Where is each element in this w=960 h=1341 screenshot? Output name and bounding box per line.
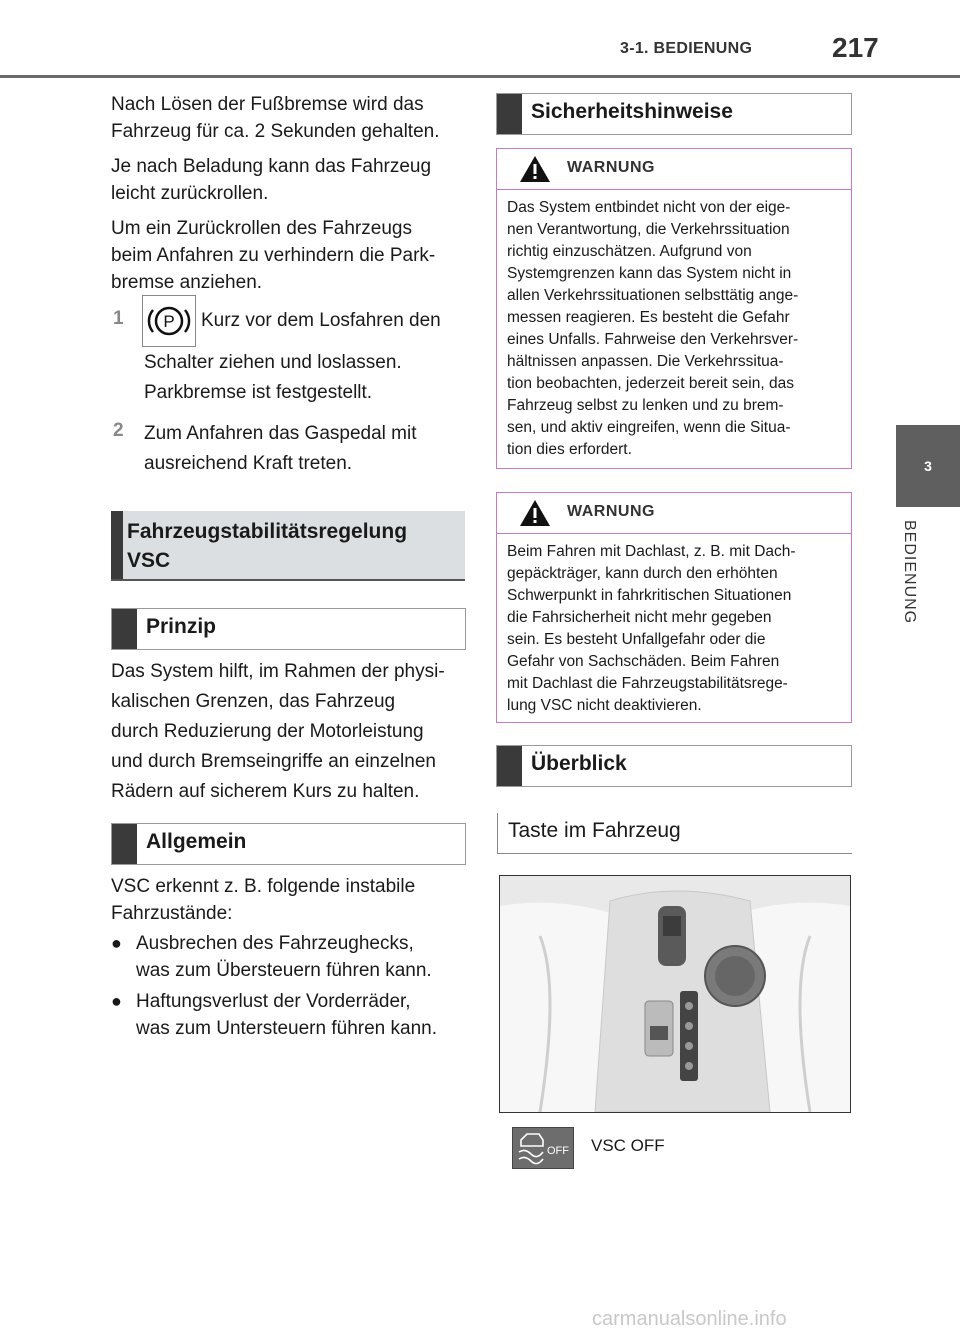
bullet-line: was zum Untersteuern führen kann. xyxy=(136,1018,437,1039)
intro-text xyxy=(111,91,440,296)
step-2-number: 2 xyxy=(113,420,124,441)
heading-bar xyxy=(112,609,137,649)
intro-line: Um ein Zurückrollen des Fahrzeugs xyxy=(111,218,412,239)
vsc-button-label: OFF xyxy=(547,1145,569,1157)
warning-line: messen reagieren. Es besteht die Gefahr xyxy=(507,309,790,326)
vsc-off-label: VSC OFF xyxy=(591,1136,665,1155)
warning-line: Fahrzeug selbst zu lenken und zu brem- xyxy=(507,397,784,414)
console-illustration xyxy=(500,876,850,1112)
safety-heading xyxy=(496,93,852,135)
warning-box xyxy=(496,492,852,723)
prinzip-heading xyxy=(111,608,466,650)
heading-bar xyxy=(497,94,522,134)
warning-line: Systemgrenzen kann das System nicht in xyxy=(507,265,792,282)
step-1-line1: Kurz vor dem Losfahren den xyxy=(201,310,441,331)
section-label: 3-1. BEDIENUNG xyxy=(620,40,753,57)
vsc-section-heading xyxy=(111,511,465,581)
intro-line: Fahrzeug für ca. 2 Sekunden gehalten. xyxy=(111,121,440,142)
allgemein-text xyxy=(111,873,415,927)
bullet-icon: ● xyxy=(111,991,122,1011)
warning-line: mit Dachlast die Fahrzeugstabilitätsrege- xyxy=(507,675,788,692)
prinzip-line: kalischen Grenzen, das Fahrzeug xyxy=(111,691,396,712)
intro-line: leicht zurückrollen. xyxy=(111,183,269,204)
prinzip-heading-text: Prinzip xyxy=(146,615,217,638)
vsc-heading-line: VSC xyxy=(127,549,171,572)
warning-line: Schwerpunkt in fahrkritischen Situationen xyxy=(507,587,792,604)
warning-line: tion dies erfordert. xyxy=(507,441,632,458)
warning-label: WARNUNG xyxy=(567,503,655,520)
step-1-number: 1 xyxy=(113,308,124,329)
warning-header xyxy=(497,493,851,534)
bullet-icon: ● xyxy=(111,933,122,953)
warning-line: Beim Fahren mit Dachlast, z. B. mit Dach- xyxy=(507,543,796,560)
watermark: carmanualsonline.info xyxy=(592,1308,787,1330)
intro-line: Nach Lösen der Fußbremse wird das xyxy=(111,94,424,115)
warning-text xyxy=(507,197,841,461)
step-1-line3: Parkbremse ist festgestellt. xyxy=(144,382,373,403)
header-rule xyxy=(0,75,960,78)
warning-line: hältnissen anpassen. Die Verkehrssitua- xyxy=(507,353,784,370)
bullet-line: was zum Übersteuern führen kann. xyxy=(136,960,432,981)
warning-header xyxy=(497,149,851,190)
warning-line: die Fahrsicherheit nicht mehr gegeben xyxy=(507,609,772,626)
vsc-heading-text xyxy=(127,517,407,575)
warning-line: allen Verkehrssituationen selbsttätig ange- xyxy=(507,287,799,304)
button-subheading-text: Taste im Fahrzeug xyxy=(508,819,681,842)
allgemein-heading xyxy=(111,823,466,865)
heading-bar xyxy=(112,824,137,864)
warning-line: sein. Es besteht Unfallgefahr oder die xyxy=(507,631,766,648)
warning-line: tion beobachten, jederzeit bereit sein, das xyxy=(507,375,794,392)
safety-heading-text: Sicherheitshinweise xyxy=(531,100,733,123)
heading-bar xyxy=(111,511,123,579)
svg-text:P: P xyxy=(163,312,175,331)
warning-line: Das System entbindet nicht von der eige- xyxy=(507,199,791,216)
list-item xyxy=(111,930,471,984)
bullet-line: Ausbrechen des Fahrzeughecks, xyxy=(136,933,414,954)
warning-box xyxy=(496,148,852,469)
warning-line: gepäckträger, kann durch den erhöhten xyxy=(507,565,778,582)
page-number: 217 xyxy=(832,32,879,63)
step-2-line1: Zum Anfahren das Gaspedal mit xyxy=(144,423,417,444)
allgemein-heading-text: Allgemein xyxy=(146,830,247,853)
step-1-line2: Schalter ziehen und loslassen. xyxy=(144,352,402,373)
warning-label: WARNUNG xyxy=(567,159,655,176)
warning-line: Gefahr von Sachschäden. Beim Fahren xyxy=(507,653,780,670)
chapter-tab: 3 xyxy=(896,425,960,507)
vsc-heading-line: Fahrzeugstabilitätsregelung xyxy=(127,520,408,543)
center-console-photo xyxy=(499,875,851,1113)
allgemein-line: VSC erkennt z. B. folgende instabile xyxy=(111,876,416,897)
parking-brake-icon xyxy=(142,295,196,347)
chapter-title-text: BEDIENUNG xyxy=(901,520,918,625)
list-item xyxy=(111,988,471,1042)
prinzip-line: durch Reduzierung der Motorleistung xyxy=(111,721,424,742)
prinzip-line: Rädern auf sicherem Kurs zu halten. xyxy=(111,781,420,802)
bullet-line: Haftungsverlust der Vorderräder, xyxy=(136,991,411,1012)
warning-line: nen Verantwortung, die Verkehrssituation xyxy=(507,221,790,238)
vsc-off-button-icon xyxy=(512,1127,574,1169)
overview-heading xyxy=(496,745,852,787)
warning-icon xyxy=(519,155,551,183)
prinzip-line: und durch Bremseingriffe an einzelnen xyxy=(111,751,436,772)
allgemein-line: Fahrzustände: xyxy=(111,903,233,924)
heading-bar xyxy=(497,746,522,786)
warning-line: sen, und aktiv eingreifen, wenn die Situa- xyxy=(507,419,791,436)
intro-line: Je nach Beladung kann das Fahrzeug xyxy=(111,156,432,177)
intro-line: bremse anziehen. xyxy=(111,272,263,293)
warning-text xyxy=(507,541,841,717)
warning-line: lung VSC nicht deaktivieren. xyxy=(507,697,702,714)
warning-line: eines Unfalls. Fahrweise den Verkehrsver- xyxy=(507,331,799,348)
chapter-title xyxy=(900,520,930,640)
prinzip-text xyxy=(111,657,445,807)
step-2-line2: ausreichend Kraft treten. xyxy=(144,453,353,474)
prinzip-line: Das System hilft, im Rahmen der physi- xyxy=(111,661,445,682)
button-subheading xyxy=(497,813,852,854)
warning-line: richtig einzuschätzen. Aufgrund von xyxy=(507,243,752,260)
intro-line: beim Anfahren zu verhindern die Park- xyxy=(111,245,436,266)
warning-icon xyxy=(519,499,551,527)
overview-heading-text: Überblick xyxy=(531,752,627,775)
